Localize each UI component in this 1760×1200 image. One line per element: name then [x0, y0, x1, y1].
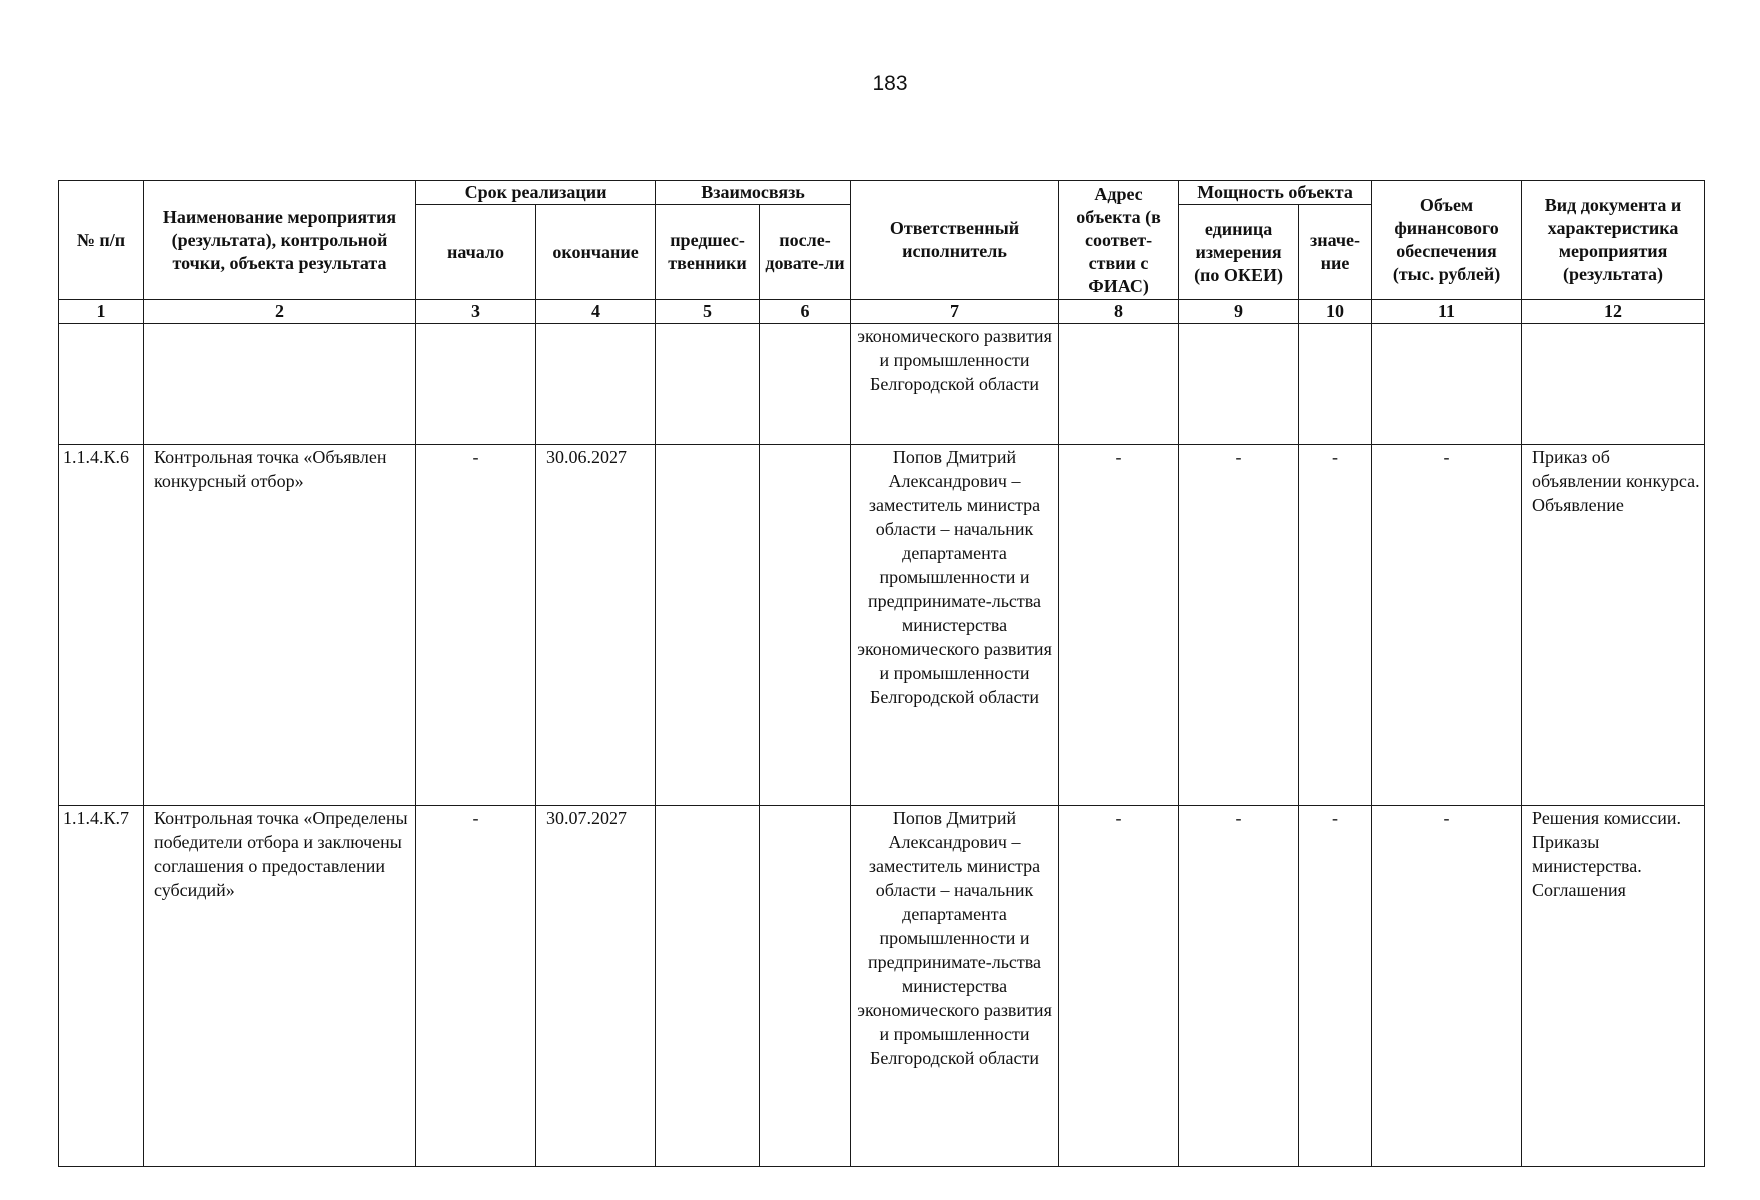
header-start: начало	[416, 205, 536, 300]
cell-start	[416, 324, 536, 445]
cell-predecessors	[656, 324, 760, 445]
cell-predecessors	[656, 445, 760, 806]
column-number-row	[59, 300, 1705, 324]
cell-start: -	[416, 445, 536, 806]
cell-responsible: Попов Дмитрий Александрович – заместитель министра области – начальник департамента промышленности и предпринимате-льства министерства экономического развития и промышленности Белгородской области	[851, 806, 1059, 1167]
table-row	[59, 806, 1705, 1167]
header-finance: Объем финансового обеспечения (тыс. рублей)	[1372, 181, 1522, 300]
cell-address: -	[1059, 806, 1179, 1167]
header-predecessors: предшес-твенники	[656, 205, 760, 300]
header-address: Адрес объекта (в соответ-ствии с ФИАС)	[1059, 181, 1179, 300]
header-responsible: Ответственный исполнитель	[851, 181, 1059, 300]
cell-end: 30.07.2027	[536, 806, 656, 1167]
column-number: 9	[1179, 300, 1299, 324]
cell-address	[1059, 324, 1179, 445]
column-number: 10	[1299, 300, 1372, 324]
cell-num: 1.1.4.К.6	[59, 445, 144, 806]
column-number: 6	[760, 300, 851, 324]
cell-predecessors	[656, 806, 760, 1167]
column-number: 2	[144, 300, 416, 324]
cell-value	[1299, 324, 1372, 445]
cell-address: -	[1059, 445, 1179, 806]
header-group-capacity: Мощность объекта	[1179, 181, 1372, 205]
header-document: Вид документа и характеристика мероприятия (результата)	[1522, 181, 1705, 300]
cell-value: -	[1299, 806, 1372, 1167]
cell-unit: -	[1179, 806, 1299, 1167]
column-number: 11	[1372, 300, 1522, 324]
table-header	[59, 181, 1705, 300]
header-end: окончание	[536, 205, 656, 300]
cell-name: Контрольная точка «Объявлен конкурсный отбор»	[144, 445, 416, 806]
cell-name: Контрольная точка «Определены победители отбора и заключены соглашения о предоставлении субсидий»	[144, 806, 416, 1167]
header-num: № п/п	[59, 181, 144, 300]
cell-successors	[760, 445, 851, 806]
cell-end	[536, 324, 656, 445]
column-number: 1	[59, 300, 144, 324]
column-number: 8	[1059, 300, 1179, 324]
cell-start: -	[416, 806, 536, 1167]
table-row-continuation	[59, 324, 1705, 445]
cell-responsible: экономического развития и промышленности Белгородской области	[851, 324, 1059, 445]
cell-document	[1522, 324, 1705, 445]
column-number: 4	[536, 300, 656, 324]
header-name: Наименование мероприятия (результата), контрольной точки, объекта результата	[144, 181, 416, 300]
cell-num	[59, 324, 144, 445]
cell-end: 30.06.2027	[536, 445, 656, 806]
cell-finance: -	[1372, 806, 1522, 1167]
cell-unit	[1179, 324, 1299, 445]
cell-document: Приказ об объявлении конкурса. Объявление	[1522, 445, 1705, 806]
header-successors: после-довате-ли	[760, 205, 851, 300]
cell-name	[144, 324, 416, 445]
cell-value: -	[1299, 445, 1372, 806]
header-unit: единица измерения (по ОКЕИ)	[1179, 205, 1299, 300]
cell-finance: -	[1372, 445, 1522, 806]
header-group-term: Срок реализации	[416, 181, 656, 205]
column-number: 12	[1522, 300, 1705, 324]
cell-num: 1.1.4.К.7	[59, 806, 144, 1167]
cell-successors	[760, 324, 851, 445]
page-number: 183	[872, 72, 908, 95]
column-number: 5	[656, 300, 760, 324]
table-row	[59, 445, 1705, 806]
header-group-link: Взаимосвязь	[656, 181, 851, 205]
cell-finance	[1372, 324, 1522, 445]
cell-document: Решения комиссии. Приказы министерства. Соглашения	[1522, 806, 1705, 1167]
cell-unit: -	[1179, 445, 1299, 806]
cell-responsible: Попов Дмитрий Александрович – заместитель министра области – начальник департамента промышленности и предпринимате-льства министерства экономического развития и промышленности Белгородской области	[851, 445, 1059, 806]
column-number: 3	[416, 300, 536, 324]
activity-plan-table	[58, 180, 1705, 1167]
cell-successors	[760, 806, 851, 1167]
header-value: значе-ние	[1299, 205, 1372, 300]
column-number: 7	[851, 300, 1059, 324]
